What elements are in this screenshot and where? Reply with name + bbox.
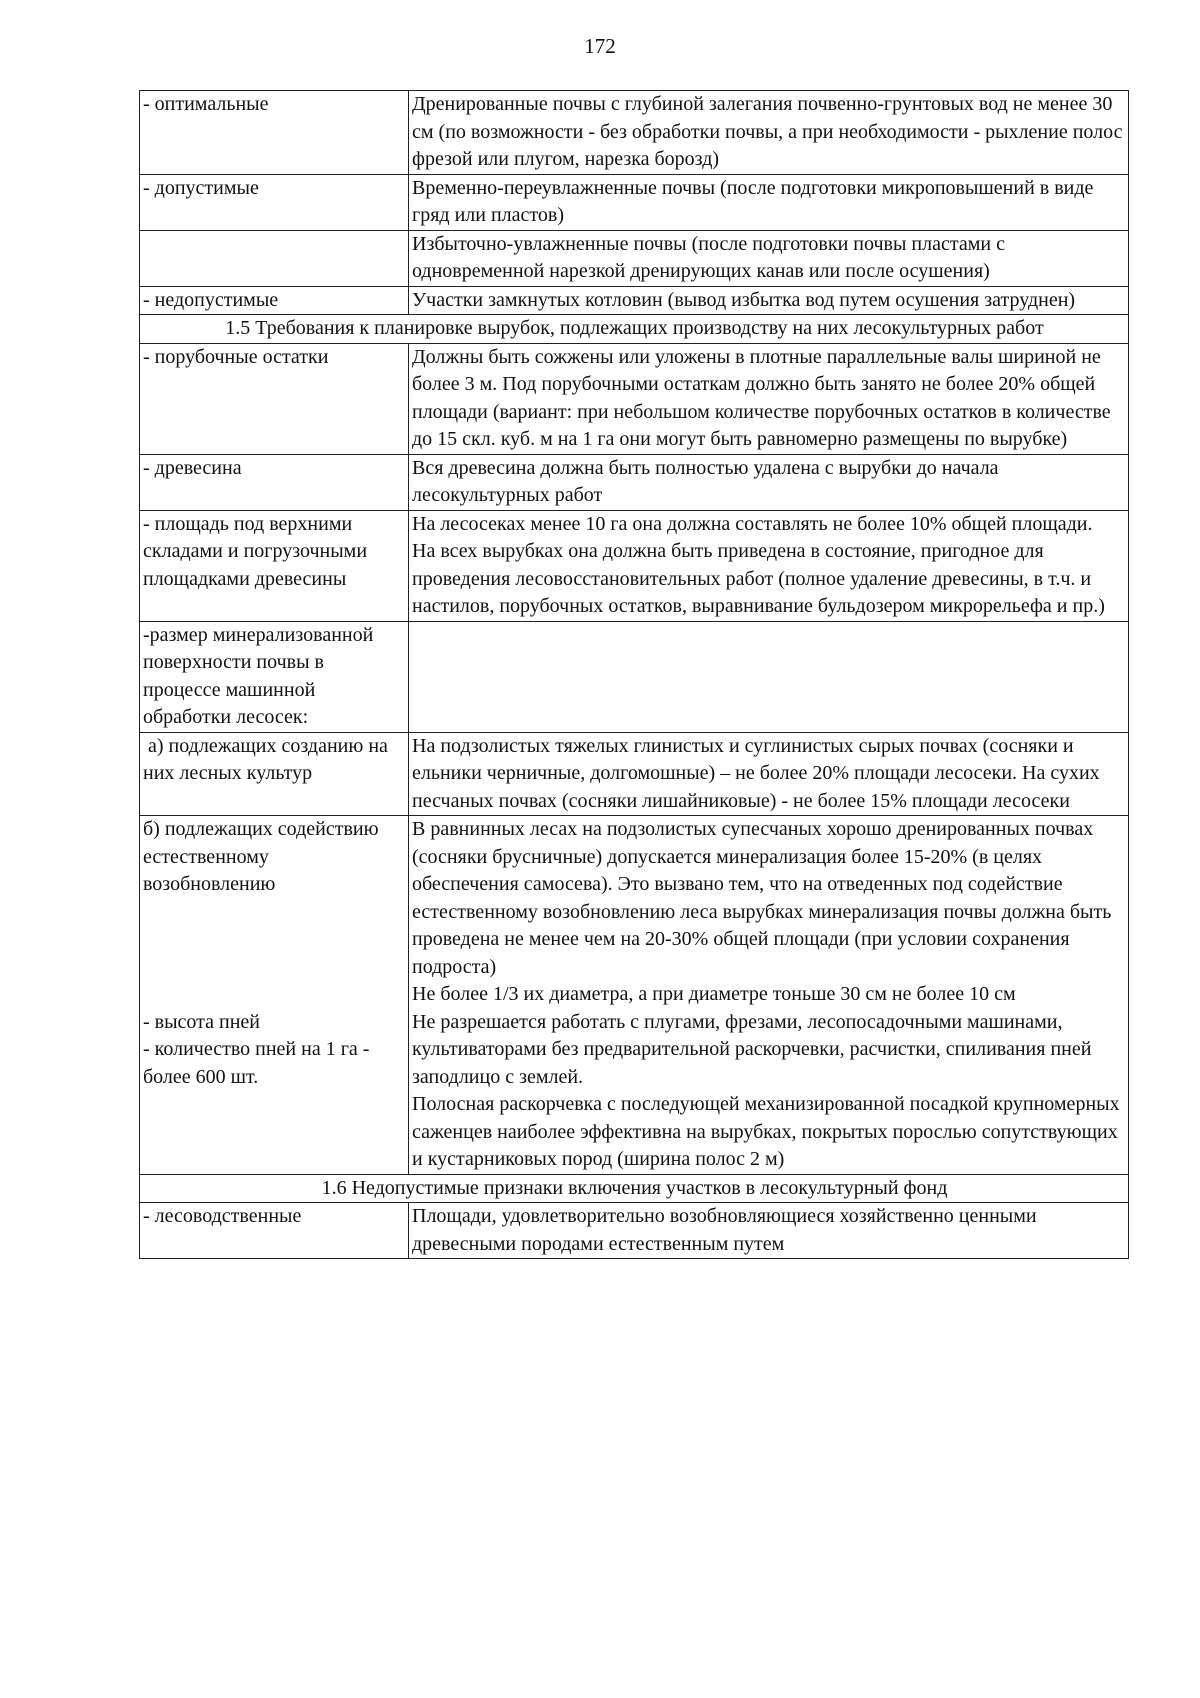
section-heading-row [140, 315, 1129, 344]
table-row [140, 816, 1129, 1175]
paragraph: В равнинных лесах на подзолистых супесчаных хорошо дренированных почвах (сосняки брусничные) допускается минерализация более 15-20% (в целях обеспечения самосева). Это вызвано тем, что на отведенных под содействие естественному возобновлению леса вырубках минерализация почвы должна быть проведена не менее чем на 20-30% общей площади (при условии сохранения подроста) [412, 818, 1112, 978]
table-row [140, 174, 1129, 230]
page-number: 172 [584, 34, 616, 58]
table-row [140, 454, 1129, 510]
row-text: Дренированные почвы с глубиной залегания почвенно-грунтовых вод не менее 30 см (по возможности - без обработки почвы, а при необходимости - рыхление полос фрезой или плугом, нарезка борозд) [409, 91, 1129, 175]
row-text: Вся древесина должна быть полностью удалена с вырубки до начала лесокультурных работ [409, 454, 1129, 510]
paragraph: Полосная раскорчевка с последующей механизированной посадкой крупномерных саженцев наиболее эффективна на вырубках, покрытых порослью сопутствующих и кустарниковых пород (ширина полос 2 м) [412, 1093, 1120, 1170]
row-text [409, 816, 1129, 1175]
row-text [409, 621, 1129, 732]
row-label [140, 816, 409, 1175]
sub-label: - высота пней [143, 1010, 261, 1033]
table-row [140, 343, 1129, 454]
sub-label: б) подлежащих содействию естественному возобновлению [143, 818, 379, 895]
paragraph: Не более 1/3 их диаметра, а при диаметре тоньше 30 см не более 10 см [412, 983, 1016, 1005]
row-label [140, 230, 409, 286]
row-label: а) подлежащих созданию на них лесных культур [140, 732, 409, 816]
paragraph: На лесосеках менее 10 га она должна составлять не более 10% общей площади. [412, 512, 1093, 535]
row-text: Избыточно-увлажненные почвы (после подготовки почвы пластами с одновременной нарезкой дренирующих канав или после осушения) [409, 230, 1129, 286]
row-label: - оптимальные [140, 91, 409, 175]
paragraph: Не разрешается работать с плугами, фрезами, лесопосадочными машинами, культиваторами без предварительной раскорчевки, расчистки, спиливания пней заподлицо с землей. [412, 1010, 1092, 1088]
table-row [140, 732, 1129, 816]
table-row [140, 621, 1129, 732]
row-text: Площади, удовлетворительно возобновляющиеся хозяйственно ценными древесными породами естественным путем [409, 1203, 1129, 1259]
requirements-table [139, 90, 1129, 1259]
section-heading-row [140, 1174, 1129, 1203]
row-label: -размер минерализованной поверхности почвы в процессе машинной обработки лесосек: [140, 621, 409, 732]
row-label: - площадь под верхними складами и погрузочными площадками древесины [140, 510, 409, 621]
row-label: - лесоводственные [140, 1203, 409, 1259]
table-row [140, 510, 1129, 621]
row-label: - недопустимые [140, 286, 409, 315]
section-heading: 1.5 Требования к планировке вырубок, подлежащих производству на них лесокультурных работ [140, 315, 1129, 344]
table-row [140, 91, 1129, 175]
sub-label: - количество пней на 1 га - более 600 шт. [143, 1038, 370, 1088]
row-text: Временно-переувлажненные почвы (после подготовки микроповышений в виде гряд или пластов) [409, 174, 1129, 230]
table-row [140, 286, 1129, 315]
row-text [409, 510, 1129, 621]
table-row [140, 230, 1129, 286]
row-text: Участки замкнутых котловин (вывод избытка вод путем осушения затруднен) [409, 286, 1129, 315]
row-text: Должны быть сожжены или уложены в плотные параллельные валы шириной не более 3 м. Под порубочными остаткам должно быть занято не более 20% общей площади (вариант: при небольшом количестве порубочных остатков в количестве до 15 скл. куб. м на 1 га они могут быть равномерно размещены по вырубке) [409, 343, 1129, 454]
row-text: На подзолистых тяжелых глинистых и суглинистых сырых почвах (сосняки и ельники черничные, долгомошные) – не более 20% площади лесосеки. На сухих песчаных почвах (сосняки лишайниковые) - не более 15% площади лесосеки [409, 732, 1129, 816]
section-heading: 1.6 Недопустимые признаки включения участков в лесокультурный фонд [140, 1174, 1129, 1203]
row-label: - порубочные остатки [140, 343, 409, 454]
row-label: - древесина [140, 454, 409, 510]
table-row [140, 1203, 1129, 1259]
row-label: - допустимые [140, 174, 409, 230]
spacer [143, 899, 406, 1009]
paragraph: На всех вырубках она должна быть приведена в состояние, пригодное для проведения лесовосстановительных работ (полное удаление древесины, в т.ч. и настилов, порубочных остатков, выравнивание бульдозером микрорельефа и пр.) [412, 540, 1105, 617]
